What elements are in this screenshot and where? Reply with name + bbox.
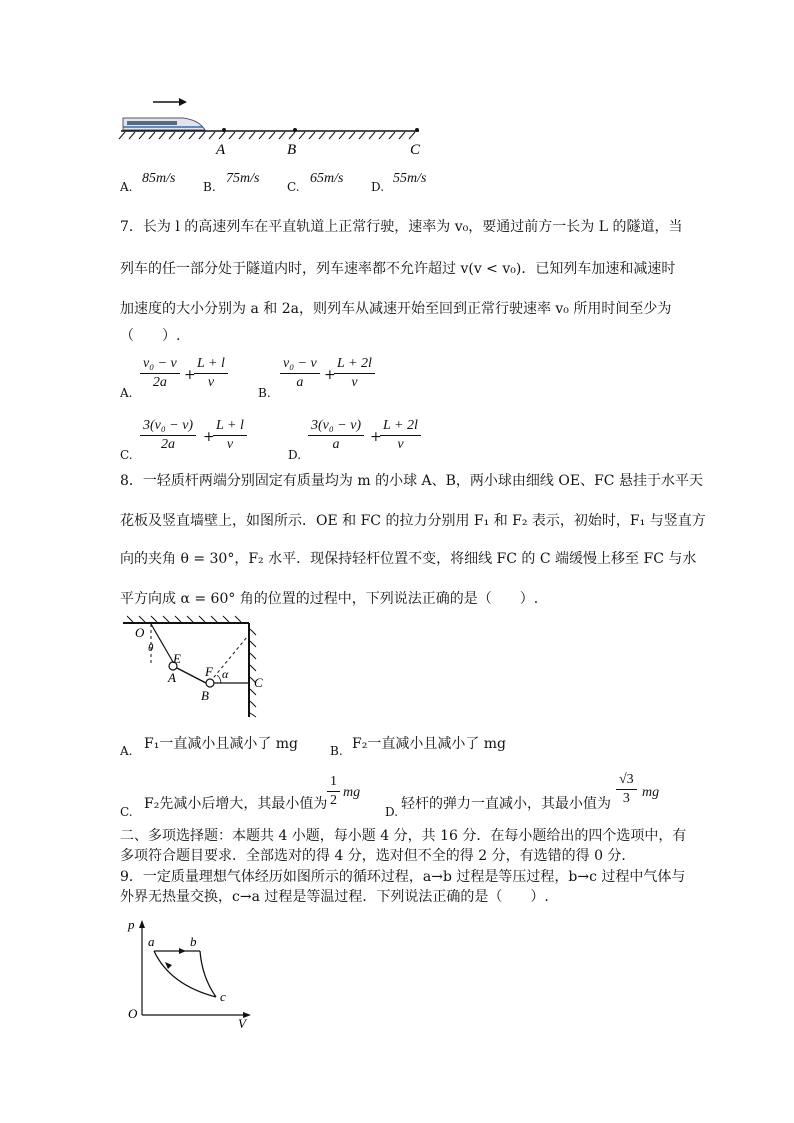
q6-option-c-letter: C. xyxy=(287,180,300,194)
q7-line-3: 加速度的大小分别为 a 和 2a，则列车从减速开始至回到正常行驶速率 v₀ 所用时间至少为 xyxy=(120,301,672,317)
q7-option-d-plus: + xyxy=(370,429,382,445)
q8-option-c-fraction: $\frac{1}{2}$ xyxy=(327,774,340,809)
fig-e-label: E xyxy=(173,651,181,666)
q7-line-2: 列车的任一部分处于隧道内时，列车速率都不允许超过 v(v < v₀)．已知列车加速和减速时 xyxy=(120,261,676,277)
fig-a-label: A xyxy=(168,670,176,685)
q7-option-a-fraction-2: $\frac{L + l}{v}$ xyxy=(194,356,228,391)
q8-line-2: 花板及竖直墙壁上，如图所示．OE 和 FC 的拉力分别用 F₁ 和 F₂ 表示，初始时，F₁ 与竖直方 xyxy=(120,513,706,529)
q8-option-b-text: F₂一直减小且减小了 mg xyxy=(352,736,507,752)
q6-option-c-value: 65m/s xyxy=(310,171,344,186)
point-a-label: A xyxy=(216,142,226,158)
q7-option-d-fraction-2: $\frac{L + 2l}{v}$ xyxy=(380,418,421,453)
q6-option-d-letter: D. xyxy=(371,180,385,194)
q8-option-d-fraction: $\frac{√3}{3}$ xyxy=(616,772,637,807)
q7-option-c-plus: + xyxy=(203,429,215,445)
q8-option-d-text: 轻杆的弹力一直减小，其最小值为 xyxy=(401,796,611,812)
q7-option-b-fraction-2: $\frac{L + 2l}{v}$ xyxy=(334,356,375,391)
fig-f-label: F xyxy=(205,664,213,679)
q8-option-d-unit: mg xyxy=(642,785,660,800)
q8-option-b-letter: B. xyxy=(330,744,343,758)
q8-option-a-text: F₁一直减小且减小了 mg xyxy=(144,736,299,752)
q6-option-b-value: 75m/s xyxy=(226,171,260,186)
fig-c-label: C xyxy=(254,675,263,690)
q8-line-4: 平方向成 α = 60° 角的位置的过程中，下列说法正确的是（ ）. xyxy=(120,591,539,607)
q7-option-a-fraction-1: $\frac{\text{v₀ − v}}{2a}$ xyxy=(140,356,180,391)
q7-option-d-fraction-1: $\frac{\text{3(v₀ − v)}}{a}$ xyxy=(308,418,364,453)
q7-line-4: （ ）. xyxy=(120,328,181,344)
train-icon xyxy=(123,118,205,130)
section2-line-2: 多项符合题目要求．全部选对的得 4 分，选对但不全的得 2 分，有选错的得 0 分． xyxy=(120,848,636,864)
q9-line-2: 外界无热量交换，c→a 过程是等温过程．下列说法正确的是（ ）. xyxy=(120,889,549,905)
fig-b-label: B xyxy=(201,688,209,703)
q8-option-d-letter: D. xyxy=(385,805,399,819)
q7-option-a-plus: + xyxy=(184,367,196,383)
origin-label: O xyxy=(128,1006,138,1021)
q7-option-b-plus: + xyxy=(324,367,336,383)
q9-line-1: 9．一定质量理想气体经历如图所示的循环过程，a→b 过程是等压过程，b→c 过程中气体与 xyxy=(120,869,686,885)
point-c-label: C xyxy=(410,142,421,158)
fig-theta-label: θ xyxy=(148,642,154,654)
q8-option-c-letter: C. xyxy=(120,805,133,819)
fig-o-label: O xyxy=(135,625,145,640)
fig-alpha-label: α xyxy=(222,667,229,681)
point-b-label: B xyxy=(287,142,297,158)
axis-v-label: V xyxy=(238,1016,246,1031)
q7-option-c-letter: C. xyxy=(120,448,133,462)
q7-line-1: 7．长为 l 的高速列车在平直轨道上正常行驶，速率为 v₀，要通过前方一长为 L 的隧道，当 xyxy=(120,219,683,235)
q6-option-a-value: 85m/s xyxy=(142,171,176,186)
section2-line-1: 二、多项选择题：本题共 4 小题，每小题 4 分，共 16 分．在每小题给出的四个选项中，有 xyxy=(120,828,687,844)
q7-option-c-fraction-2: $\frac{L + l}{v}$ xyxy=(213,418,247,453)
pv-diagram xyxy=(120,915,260,1035)
rod-balls-figure xyxy=(115,615,275,725)
q8-option-c-text: F₂先减小后增大，其最小值为 xyxy=(144,796,328,812)
train-track-figure xyxy=(115,90,435,160)
q6-option-b-letter: B. xyxy=(203,180,216,194)
state-b-label: b xyxy=(190,934,197,949)
q7-option-b-letter: B. xyxy=(258,386,271,400)
q8-line-1: 8．一轻质杆两端分别固定有质量均为 m 的小球 A、B，两小球由细线 OE、FC 悬挂于水平天 xyxy=(120,473,703,489)
state-a-label: a xyxy=(148,934,155,949)
q7-option-d-letter: D. xyxy=(288,448,302,462)
q8-option-a-letter: A. xyxy=(120,744,133,758)
q8-option-c-unit: mg xyxy=(343,785,361,800)
state-c-label: c xyxy=(220,989,226,1004)
q8-line-3: 向的夹角 θ = 30°，F₂ 水平．现保持轻杆位置不变，将细线 FC 的 C 端缓慢上移至 FC 与水 xyxy=(120,551,697,567)
axis-p-label: p xyxy=(128,917,135,932)
q7-option-c-fraction-1: $\frac{\text{3(v₀ − v)}}{2a}$ xyxy=(140,418,196,453)
q6-option-d-value: 55m/s xyxy=(393,171,427,186)
q6-option-a-letter: A. xyxy=(120,180,133,194)
q7-option-a-letter: A. xyxy=(120,386,133,400)
q7-option-b-fraction-1: $\frac{\text{v₀ − v}}{a}$ xyxy=(280,356,320,391)
